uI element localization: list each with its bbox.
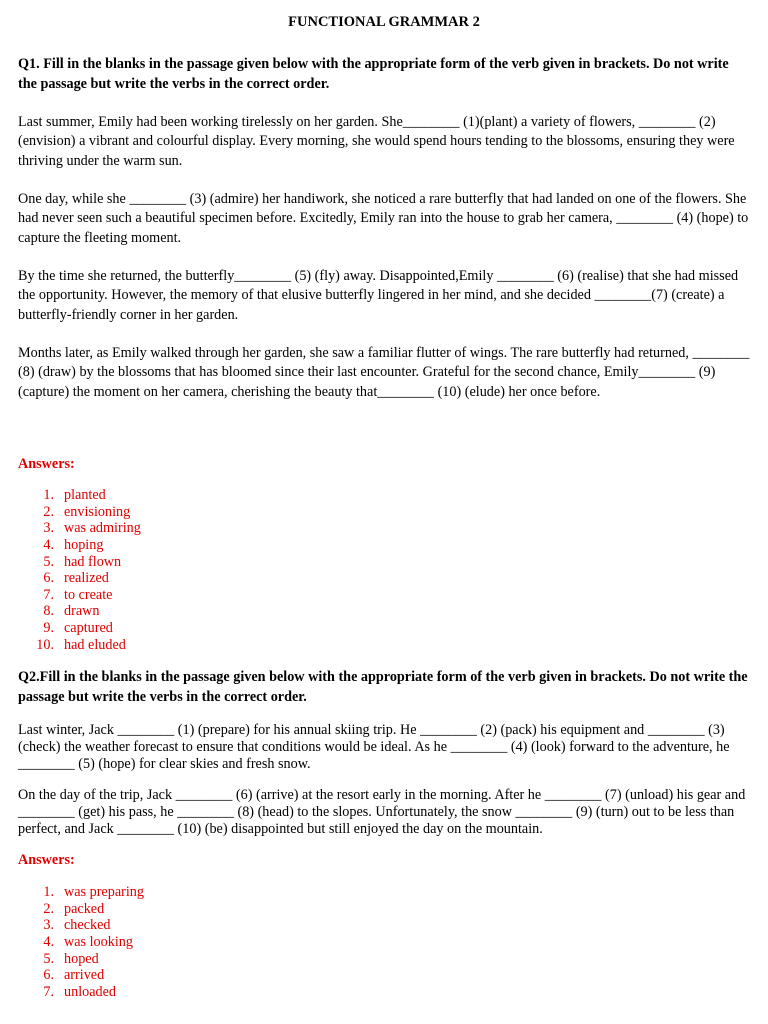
list-item [18, 637, 141, 654]
q2-paragraph-2: On the day of the trip, Jack ________ (6) (arrive) at the resort early in the morning. After he ________ (7) (unload) his gear and ________ (get) his pass, he ________ (8) (head) to the slopes. Unfortunately, the snow ________ (9) (turn) out to be less than perfect, and Jack ________ (10) (be) disappointed but still enjoyed the day on the mountain. [18, 787, 746, 838]
answer-text: was looking [64, 933, 133, 950]
answer-text: planted [64, 487, 106, 503]
answer-text: was admiring [64, 520, 141, 537]
answer-number: 1. [43, 884, 54, 900]
list-item [18, 603, 141, 620]
list-item [18, 934, 144, 951]
answer-text: packed [64, 900, 105, 917]
list-item [18, 984, 144, 1001]
answer-number: 5. [43, 553, 54, 570]
answer-number: 4. [43, 933, 54, 950]
answer-number: 4. [43, 536, 54, 553]
answer-number: 2. [43, 503, 54, 520]
list-item [18, 620, 141, 637]
answer-text: had eluded [64, 636, 126, 653]
answer-number: 7. [43, 983, 54, 1000]
list-item [18, 884, 144, 901]
answer-number: 7. [43, 586, 54, 603]
q1-paragraph-4: Months later, as Emily walked through her garden, she saw a familiar flutter of wings. The rare butterfly had returned, ________ (8) (draw) by the blossoms that has bloomed since their last encounter. Grateful for the second chance, Emily________ (9) (capture) the moment on her camera, cherishing the beauty that________ (10) (elude) her once before. [18, 345, 750, 400]
list-item [18, 570, 141, 587]
q1-paragraph-2: One day, while she ________ (3) (admire) her handiwork, she noticed a rare butterfly that had landed on one of the flowers. She had never seen such a beautiful specimen before. Excitedly, Emily ran into the house to grab her camera, ________ (4) (hope) to capture the fleeting moment. [18, 191, 749, 246]
q2-answers-label: Answers: [18, 852, 75, 868]
list-item [18, 587, 141, 604]
answer-number: 3. [43, 520, 54, 537]
q2-paragraph-1: Last winter, Jack ________ (1) (prepare) for his annual skiing trip. He ________ (2) (pack) his equipment and ________ (3) (check) the weather forecast to ensure that conditions would be ideal. As he ________ (4) (look) forward to the adventure, he ________ (5) (hope) for clear skies and fresh snow. [18, 722, 730, 773]
answer-text: unloaded [64, 983, 117, 1000]
list-item [18, 520, 141, 537]
answer-number: 8. [43, 603, 54, 620]
answer-text: realized [64, 570, 109, 587]
answer-text: to create [64, 586, 113, 603]
answer-text: arrived [64, 967, 105, 984]
q1-answers-label: Answers: [18, 456, 75, 472]
list-item [18, 951, 144, 968]
answer-text: hoped [64, 950, 99, 967]
answer-number: 5. [43, 950, 54, 967]
list-item [18, 967, 144, 984]
answer-text: hoping [64, 536, 104, 553]
list-item [18, 537, 141, 554]
answer-number: 9. [43, 620, 54, 637]
list-item [18, 554, 141, 571]
list-item [18, 504, 141, 521]
list-item [18, 901, 144, 918]
answer-number: 1. [43, 487, 54, 503]
answer-text: envisioning [64, 503, 131, 520]
q1-paragraph-1: Last summer, Emily had been working tirelessly on her garden. She________ (1)(plant) a variety of flowers, ________ (2) (envision) a vibrant and colourful display. Every morning, she would spend hours tending to the blossoms, ensuring they were thriving under the warm sun. [18, 114, 735, 169]
q2-answers-list [18, 884, 144, 1000]
answer-number: 3. [43, 917, 54, 934]
q1-heading: Q1. Fill in the blanks in the passage given below with the appropriate form of the verb given in brackets. Do not write the passage but write the verbs in the correct order. [18, 56, 729, 92]
q1-answers-list [18, 487, 141, 653]
q2-heading: Q2.Fill in the blanks in the passage given below with the appropriate form of the verb given in brackets. Do not write the passage but write the verbs in the correct order. [18, 669, 748, 705]
answer-number: 2. [43, 900, 54, 917]
q1-paragraph-3: By the time she returned, the butterfly________ (5) (fly) away. Disappointed,Emily ________ (6) (realise) that she had missed the opportunity. However, the memory of that elusive butterfly lingered in her mind, and she decided ________(7) (create) a butterfly-friendly corner in her garden. [18, 268, 739, 323]
answer-number: 6. [43, 967, 54, 984]
document-title: FUNCTIONAL GRAMMAR 2 [288, 14, 480, 30]
answer-text: checked [64, 917, 111, 934]
answer-text: had flown [64, 553, 122, 570]
list-item [18, 917, 144, 934]
answer-number: 10. [36, 636, 54, 653]
answer-text: was preparing [64, 884, 144, 900]
answer-text: captured [64, 620, 113, 637]
answer-number: 6. [43, 570, 54, 587]
list-item [18, 487, 141, 504]
answer-text: drawn [64, 603, 100, 620]
